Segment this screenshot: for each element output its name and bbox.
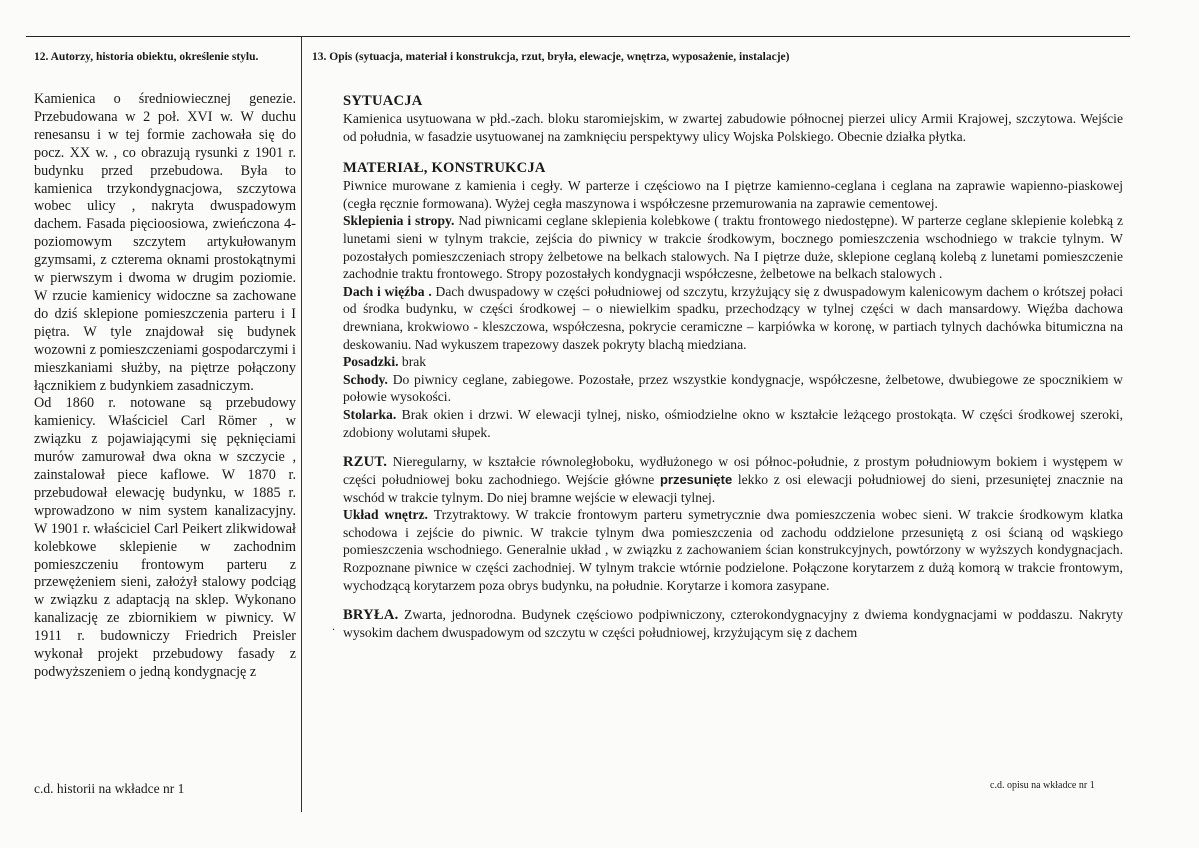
description-continued-note: c.d. opisu na wkładce nr 1 [990,780,1095,791]
posadzki-text: brak [398,354,427,370]
column-divider [301,36,302,812]
sytuacja-heading: SYTUACJA [343,93,423,109]
stolarka-paragraph [343,406,1123,441]
description-column [343,92,1123,642]
history-column [34,91,296,682]
bryla-label: BRYŁA. [343,607,399,624]
rzut-bold: przesunięte [659,472,733,488]
stolarka-text: Brak okien i drzwi. W elewacji tylnej, nisko, ośmiodzielne okno w kształcie leżącego prostokąta. W części środkowej szeroki, zdobiony wolutami słupek. [343,406,1123,440]
rzut-text-a: Nieregularny, w kształcie równoległoboku, wydłużonego w osi północ-południe, z prostym południowym bokiem i występem w części południowej boku zachodniego. Wejście główne [343,454,1123,488]
sklepienia-label: Sklepienia i stropy. [343,213,455,229]
sytuacja-text: Kamienica usytuowana w płd.-zach. bloku staromiejskim, w zwartej zabudowie północnej pierzei ulicy Armii Krajowej, szczytowa. Wejście od południa, w fasadzie usytuowanej na zamknięciu perspektywy ulicy Wojska Polskiego. Obecnie działka płytka. [343,111,1123,144]
dach-text: Dach dwuspadowy w części południowej od szczytu, krzyżujący się z dwuspadowym kalenicowym dachem o krótszej połaci od środka budynku, w części środkowej – o niewielkim spadku, przechodzący w tylnej części w dach mansardowy. Więźba dachowa drewniana, krokwiowo - kleszczowa, współczesna, pokrycie ceramiczne – karpiówka w koronę, w partiach tylnych dachówka bitumiczna na deskowaniu. Nad wykuszem trapezowy daszek pokryty blachą miedziana. [343,283,1123,352]
history-continued-note: c.d. historii na wkładce nr 1 [34,781,185,796]
dach-label: Dach i więźba . [343,283,432,299]
material-text: Piwnice murowane z kamienia i cegły. W parterze i częściowo na I piętrze kamienno-ceglana i ceglana na zaprawie wapienno-piaskowej (cegła ręcznie formowana). Wyżej cegła maszynowa i współczesne przemurowania na zaprawie cementowej. [343,178,1123,211]
schody-label: Schody. [343,371,388,387]
rzut-label: RZUT. [343,454,388,471]
section-13-header: 13. Opis (sytuacja, materiał i konstrukcja, rzut, bryła, elewacje, wnętrza, wyposażenie, instalacje) [312,51,790,63]
rzut-paragraph [343,453,1123,506]
schody-text: Do piwnicy ceglane, zabiegowe. Pozostałe, przez wszystkie kondygnacje, współczesne, żelbetowe, dwubiegowe ze spocznikiem w połowie wysokości. [343,371,1123,405]
material-heading: MATERIAŁ, KONSTRUKCJA [343,160,546,177]
section-12-header: 12. Autorzy, historia obiektu, określenie stylu. [34,51,259,63]
posadzki-label: Posadzki. [343,354,399,370]
stolarka-label: Stolarka. [343,406,397,422]
bryla-text: Zwarta, jednorodna. Budynek częściowo podpiwniczony, czterokondygnacyjny z dwiema kondygnacjami w poddaszu. Nakryty wysokim dachem dwuspadowym od szczytu w części południowej, krzyżującym się z dachem [343,607,1123,641]
bryla-paragraph [343,606,1123,642]
rzut-text-b: lekko z osi elewacji południowej do sieni, przesuniętej znacznie na wschód w trakcie tylnym. Do niej bramne wejście w elewacji tylnej. [343,472,1123,505]
uklad-text: Trzytraktowy. W trakcie frontowym parteru symetrycznie dwa pomieszczenia wobec sieni. W trakcie środkowym klatka schodowa i zejście do piwnic. W trakcie tylnym dwa pomieszczenia od zachodu oddzielone przesuniętą z osi ścianą od wąskiego pomieszczenia wschodniego. Generalnie układ , w związku z zachowaniem ścian konstrukcyjnych, powtórzony w wyższych kondygnacjach. Rozpoznane piwnice w części zachodniej. W tylnym trakcie wtórnie podzielone. Połączone korytarzem z dużą komorą w trakcie frontowym, wychodzącą korytarzem poza obrys budynku, na południe. Korytarze i komora zasypane. [343,507,1123,593]
uklad-label: Układ wnętrz. [343,507,428,523]
sklepienia-paragraph [343,212,1123,282]
schody-paragraph [343,371,1123,406]
uklad-paragraph [343,506,1123,594]
sklepienia-text: Nad piwnicami ceglane sklepienia kolebkowe ( traktu frontowego niedostępne). W parterze ceglane sklepienie kolebką z lunetami sieni w tylnym trakcie, zejścia do piwnicy w trakcie środkowym, bocznego pomieszczenia wschodniego w trakcie tylnym. W pozostałych pomieszczeniach stropy żelbetowe na belkach stalowych. Na I piętrze duże, sklepione ceglaną kolebą z lunetami pomieszczenie zachodnie traktu frontowego. Stropy pozostałych kondygnacji współczesne, żelbetowe na belkach stalowych . [343,213,1123,282]
history-paragraph-1: Kamienica o średniowiecznej genezie. Przebudowana w 2 poł. XVI w. W duchu renesansu i w tej formie zachowała się do pocz. XX w. , co obrazują rysunki z 1901 r. budynku przed przebudowa. Była to kamienica trzykondygnacjowa, szczytowa wobec ulicy , nakryta dwuspadowym dachem. Fasada pięcioosiowa, zwieńczona 4-poziomowym szczytem artykułowanym gzymsami, z czterema oknami prostokątnymi w pierwszym i dwoma w drugim poziomie. W rzucie kamienicy widoczne sa zachowane do dziś sklepione pomieszczenia parteru i I piętra. W tyle znajdował się budynek wozowni z pomieszczeniami gospodarczymi i mieszkaniami służby, na piętrze połączony łącznikiem z budynkiem zasadniczym. [34,91,296,394]
posadzki-paragraph [343,353,1123,371]
margin-dot: . [332,619,335,633]
history-paragraph-2: Od 1860 r. notowane są przebudowy kamienicy. Właściciel Carl Römer , w związku z pojawiającymi się pęknięciami murów zamurował dwa okna w szczycie , zainstalował piece kaflowe. W 1870 r. przebudował elewację budynku, w 1885 r. wprowadzono w nim system kanalizacyjny. W 1901 r. właściciel Carl Peikert zlikwidował kolebkowe sklepienie w zachodnim pomieszczeniu frontowym parteru z przewężeniem sieni, założył stalowy podciąg w związku z adaptacją na sklep. Wykonano kanalizację ze zbiornikiem w piwnicy. W 1911 r. budowniczy Friedrich Preisler wykonał projekt przebudowy fasady z podwyższeniem o jedną kondygnację z [34,395,296,680]
dach-paragraph [343,283,1123,353]
